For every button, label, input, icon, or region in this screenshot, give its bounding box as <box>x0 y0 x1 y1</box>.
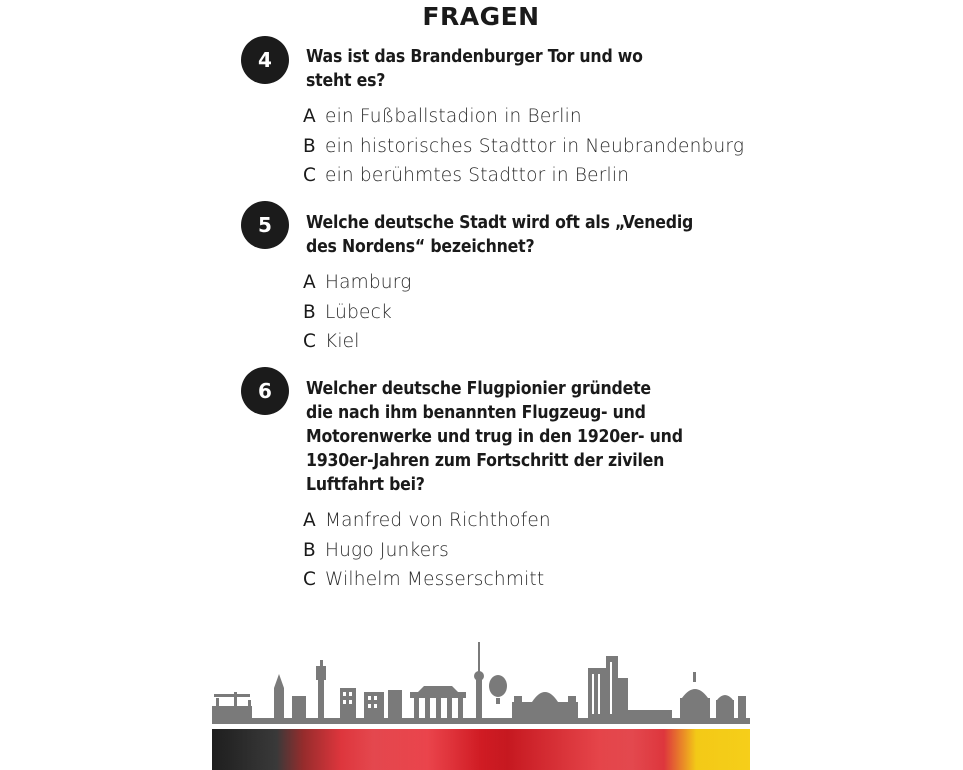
answer-option-a[interactable] <box>303 268 743 298</box>
answer-text: ein Fußballstadion in Berlin <box>325 106 582 127</box>
answer-letter: A <box>303 106 316 127</box>
answer-letter: C <box>303 569 316 590</box>
answer-text: Hamburg <box>325 272 412 293</box>
answer-letter: A <box>303 510 316 531</box>
page-title: FRAGEN <box>422 2 540 31</box>
answer-option-c[interactable] <box>303 161 743 191</box>
german-flag-banner <box>212 729 750 770</box>
question-number-badge: 6 <box>241 367 289 415</box>
question-number-badge: 4 <box>241 36 289 84</box>
answer-option-c[interactable] <box>303 565 743 595</box>
question-text <box>306 377 726 497</box>
answer-text: Wilhelm Messerschmitt <box>325 569 545 590</box>
answer-option-b[interactable] <box>303 298 743 328</box>
answer-text: Lübeck <box>325 301 392 323</box>
question-line: die nach ihm benannten Flugzeug- und <box>306 403 646 423</box>
answer-text: Kiel <box>325 331 360 352</box>
answer-list <box>303 268 743 357</box>
answer-text: ein berühmtes Stadttor in Berlin <box>325 165 630 186</box>
answer-option-a[interactable] <box>303 506 743 536</box>
question-line: des Nordens“ bezeichnet? <box>306 237 535 257</box>
quiz-page <box>212 0 750 770</box>
answer-option-b[interactable] <box>303 536 743 566</box>
question-line: Was ist das Brandenburger Tor und wo <box>306 47 643 67</box>
question-line: Welcher deutsche Flugpionier gründete <box>306 379 651 399</box>
question-line: Motorenwerke und trug in den 1920er- und <box>306 427 683 447</box>
berlin-skyline-illustration <box>212 630 750 728</box>
answer-letter: B <box>303 135 316 157</box>
answer-letter: C <box>303 165 316 186</box>
answer-option-c[interactable] <box>303 327 743 357</box>
question-line: steht es? <box>306 71 386 91</box>
answer-text: ein historisches Stadttor in Neubrandenburg <box>325 135 745 157</box>
answer-letter: B <box>303 301 316 323</box>
answer-letter: B <box>303 539 316 561</box>
question-text <box>306 211 726 259</box>
answer-letter: A <box>303 272 316 293</box>
question-text <box>306 45 726 93</box>
question-line: Luftfahrt bei? <box>306 475 425 495</box>
answer-list <box>303 102 743 191</box>
answer-letter: C <box>303 331 316 352</box>
question-line: 1930er-Jahren zum Fortschritt der zivilen <box>306 451 665 471</box>
answer-list <box>303 506 743 595</box>
answer-option-a[interactable] <box>303 102 743 132</box>
answer-text: Manfred von Richthofen <box>325 510 551 531</box>
question-line: Welche deutsche Stadt wird oft als „Venedig <box>306 213 694 233</box>
answer-text: Hugo Junkers <box>325 539 449 561</box>
answer-option-b[interactable] <box>303 132 743 162</box>
question-number-badge: 5 <box>241 201 289 249</box>
